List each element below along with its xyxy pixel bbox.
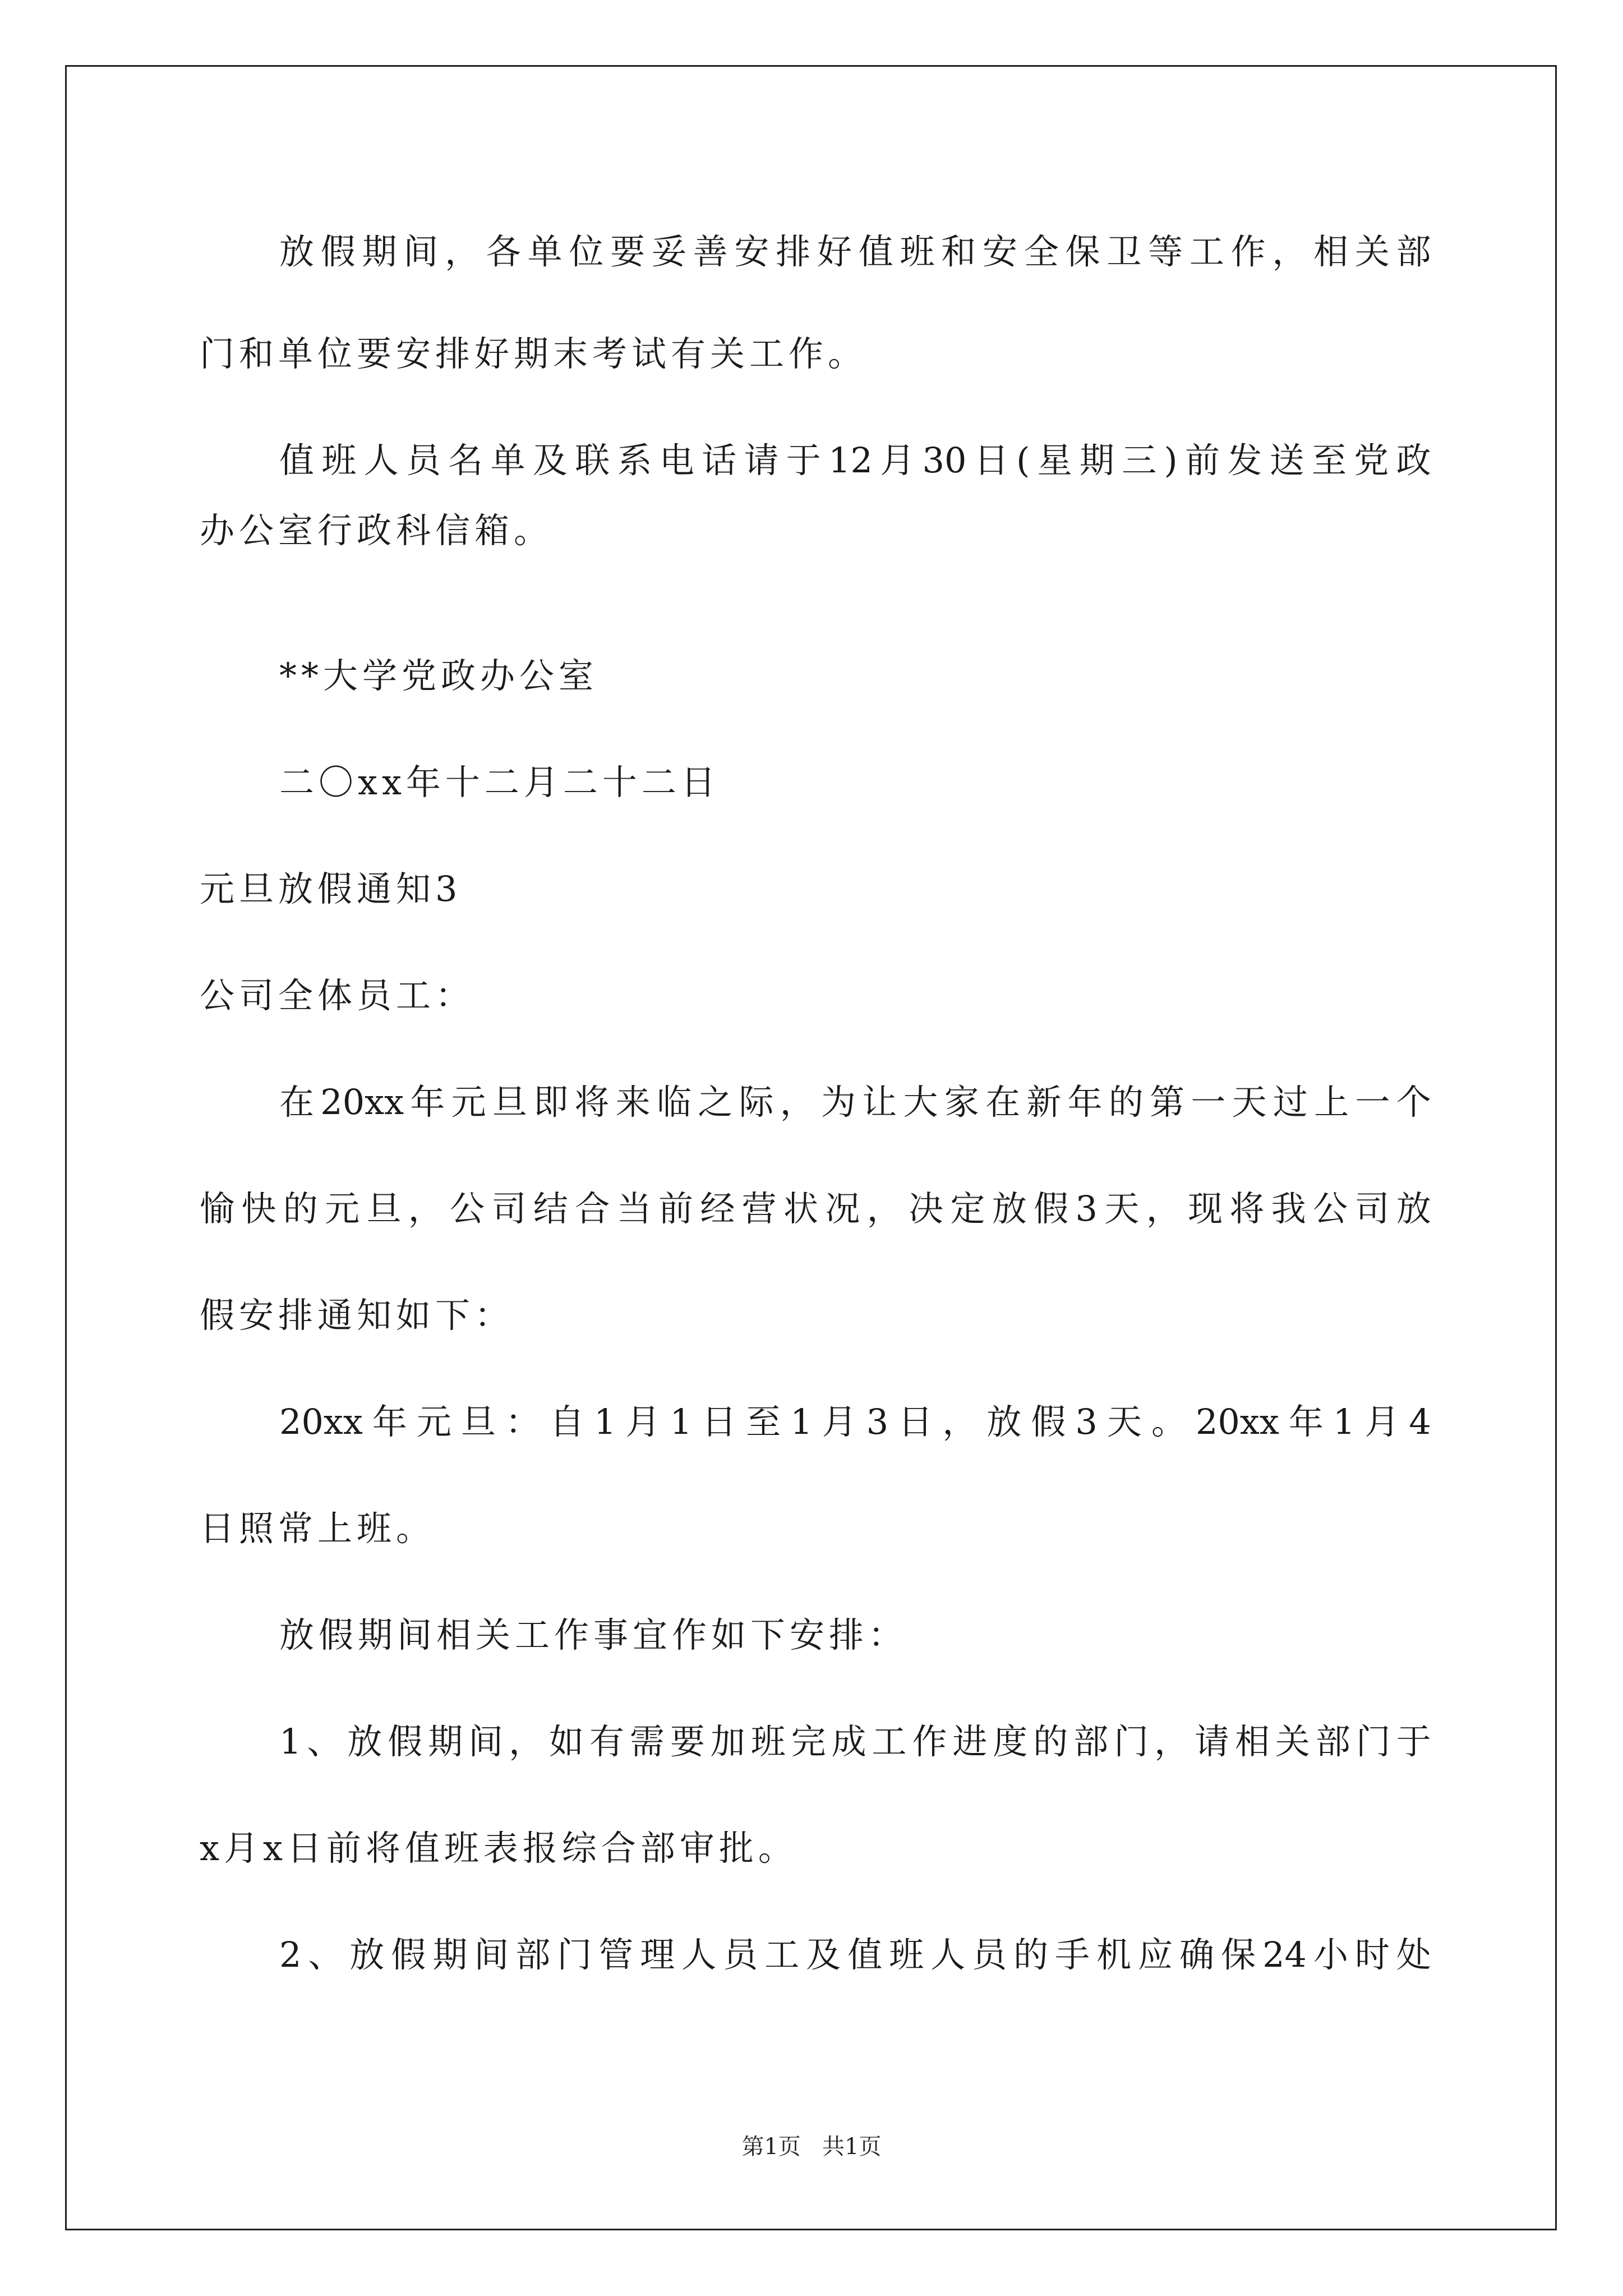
paragraph-line: 愉 快 的 元 旦 ， 公 司 结 合 当 前 经 营 状 况 ， 决 定 放 假 3 天 ， 现 将 我 公 司 放 bbox=[200, 1188, 1431, 1229]
page-border bbox=[65, 65, 1557, 2230]
page-footer: 第1页 共1页 bbox=[741, 2134, 882, 2160]
section-title: 元旦放假通知3 bbox=[200, 868, 462, 909]
paragraph-line: 20xx 年 元 旦 ： 自 1 月 1 日 至 1 月 3 日 ， 放 假 3 天 。 20xx 年 1 月 4 bbox=[279, 1401, 1431, 1442]
salutation: 公司全体员工： bbox=[200, 975, 475, 1016]
paragraph-line: 放 假 期 间 ， 各 单 位 要 妥 善 安 排 好 值 班 和 安 全 保 卫 等 工 作 ， 相 关 部 bbox=[279, 231, 1431, 272]
signature-date: 二〇xx年十二月二十二日 bbox=[279, 762, 720, 803]
paragraph-line: 日照常上班。 bbox=[200, 1508, 436, 1549]
paragraph-line: x月x日前将值班表报综合部审批。 bbox=[200, 1828, 797, 1869]
paragraph-line: 在 20xx 年 元 旦 即 将 来 临 之 际 ， 为 让 大 家 在 新 年 的 第 一 天 过 上 一 个 bbox=[279, 1082, 1431, 1122]
paragraph-line: 值 班 人 员 名 单 及 联 系 电 话 请 于 12 月 30 日 ( 星 期 三 ) 前 发 送 至 党 政 bbox=[279, 440, 1431, 481]
paragraph-line: 办公室行政科信箱。 bbox=[200, 510, 554, 551]
paragraph-line: 假安排通知如下： bbox=[200, 1295, 514, 1336]
list-item: 2 、 放 假 期 间 部 门 管 理 人 员 工 及 值 班 人 员 的 手 机 应 确 保 24 小 时 处 bbox=[279, 1934, 1431, 1975]
paragraph-line: 放假期间相关工作事宜作如下安排： bbox=[279, 1614, 908, 1655]
paragraph-line: 门和单位要安排好期末考试有关工作。 bbox=[200, 333, 868, 374]
list-item: 1 、 放 假 期 间 ， 如 有 需 要 加 班 完 成 工 作 进 度 的 部 门 ， 请 相 关 部 门 于 bbox=[279, 1721, 1431, 1762]
signature-org: **大学党政办公室 bbox=[279, 655, 598, 696]
